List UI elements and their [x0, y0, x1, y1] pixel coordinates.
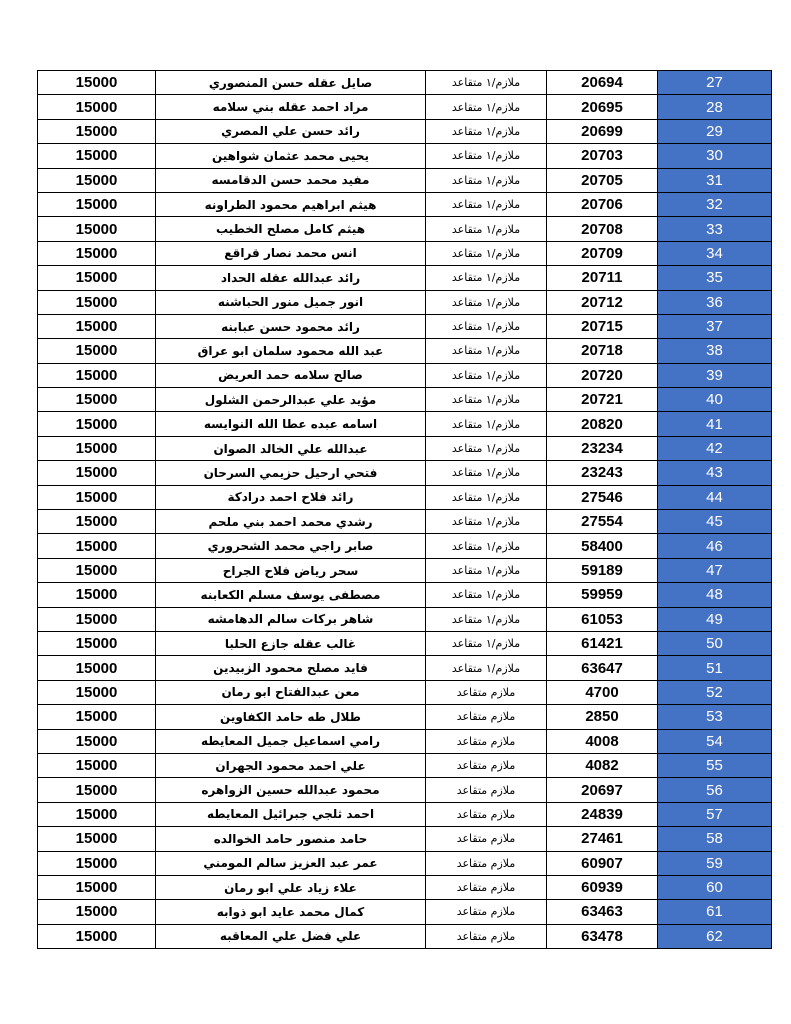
military-number-cell: 20705: [547, 168, 658, 192]
table-row: [38, 314, 772, 338]
table-row: [38, 241, 772, 265]
table-row: [38, 558, 772, 582]
table-row: [38, 705, 772, 729]
row-index-cell: 48: [658, 583, 772, 607]
row-index-cell: 29: [658, 119, 772, 143]
table-row: [38, 192, 772, 216]
military-number-cell: 23243: [547, 461, 658, 485]
amount-cell: 15000: [38, 705, 156, 729]
table-row: [38, 583, 772, 607]
name-cell: احمد ثلجي جبرائيل المعايطه: [156, 802, 426, 826]
name-cell: رائد فلاح احمد درادكة: [156, 485, 426, 509]
rank-cell: ملازم متقاعد: [426, 875, 547, 899]
rank-cell: ملازم/١ متقاعد: [426, 95, 547, 119]
rank-cell: ملازم/١ متقاعد: [426, 217, 547, 241]
rank-cell: ملازم/١ متقاعد: [426, 534, 547, 558]
military-number-cell: 61053: [547, 607, 658, 631]
name-cell: صايل عقله حسن المنصوري: [156, 71, 426, 95]
amount-cell: 15000: [38, 875, 156, 899]
military-number-cell: 20706: [547, 192, 658, 216]
row-index-cell: 56: [658, 778, 772, 802]
table-row: [38, 266, 772, 290]
table-row: [38, 119, 772, 143]
row-index-cell: 55: [658, 753, 772, 777]
table-row: [38, 802, 772, 826]
name-cell: معن عبدالفتاح ابو رمان: [156, 680, 426, 704]
military-number-cell: 63647: [547, 656, 658, 680]
name-cell: يحيى محمد عثمان شواهين: [156, 144, 426, 168]
row-index-cell: 61: [658, 900, 772, 924]
table-row: [38, 924, 772, 948]
row-index-cell: 58: [658, 827, 772, 851]
military-number-cell: 4700: [547, 680, 658, 704]
row-index-cell: 59: [658, 851, 772, 875]
row-index-cell: 33: [658, 217, 772, 241]
military-number-cell: 20699: [547, 119, 658, 143]
military-number-cell: 20712: [547, 290, 658, 314]
row-index-cell: 27: [658, 71, 772, 95]
row-index-cell: 54: [658, 729, 772, 753]
rank-cell: ملازم/١ متقاعد: [426, 461, 547, 485]
amount-cell: 15000: [38, 388, 156, 412]
row-index-cell: 40: [658, 388, 772, 412]
amount-cell: 15000: [38, 583, 156, 607]
name-cell: هيثم ابراهيم محمود الطراونه: [156, 192, 426, 216]
military-number-cell: 20695: [547, 95, 658, 119]
name-cell: علي احمد محمود الجهران: [156, 753, 426, 777]
row-index-cell: 42: [658, 436, 772, 460]
name-cell: مؤيد علي عبدالرحمن الشلول: [156, 388, 426, 412]
table-row: [38, 168, 772, 192]
name-cell: طلال طه حامد الكفاوين: [156, 705, 426, 729]
row-index-cell: 57: [658, 802, 772, 826]
table-row: [38, 729, 772, 753]
military-number-cell: 59189: [547, 558, 658, 582]
table-row: [38, 144, 772, 168]
amount-cell: 15000: [38, 241, 156, 265]
name-cell: مفيد محمد حسن الدقامسه: [156, 168, 426, 192]
table-row: [38, 680, 772, 704]
table-row: [38, 388, 772, 412]
amount-cell: 15000: [38, 729, 156, 753]
rank-cell: ملازم/١ متقاعد: [426, 436, 547, 460]
amount-cell: 15000: [38, 168, 156, 192]
amount-cell: 15000: [38, 900, 156, 924]
amount-cell: 15000: [38, 485, 156, 509]
military-number-cell: 60939: [547, 875, 658, 899]
rank-cell: ملازم/١ متقاعد: [426, 314, 547, 338]
rank-cell: ملازم/١ متقاعد: [426, 192, 547, 216]
name-cell: عبدالله علي الخالد الصوان: [156, 436, 426, 460]
row-index-cell: 35: [658, 266, 772, 290]
name-cell: رائد عبدالله عقله الحداد: [156, 266, 426, 290]
military-number-cell: 20697: [547, 778, 658, 802]
table-body: [38, 71, 772, 949]
amount-cell: 15000: [38, 656, 156, 680]
row-index-cell: 44: [658, 485, 772, 509]
table-row: [38, 607, 772, 631]
name-cell: عبد الله محمود سلمان ابو عراق: [156, 339, 426, 363]
table-row: [38, 656, 772, 680]
military-number-cell: 20720: [547, 363, 658, 387]
amount-cell: 15000: [38, 436, 156, 460]
amount-cell: 15000: [38, 314, 156, 338]
retirees-table: [37, 70, 772, 949]
military-number-cell: 27546: [547, 485, 658, 509]
amount-cell: 15000: [38, 144, 156, 168]
name-cell: علي فضل علي المعاقبه: [156, 924, 426, 948]
amount-cell: 15000: [38, 753, 156, 777]
name-cell: فتحي ارحيل حزيمي السرحان: [156, 461, 426, 485]
row-index-cell: 34: [658, 241, 772, 265]
amount-cell: 15000: [38, 461, 156, 485]
amount-cell: 15000: [38, 290, 156, 314]
rank-cell: ملازم/١ متقاعد: [426, 510, 547, 534]
table-row: [38, 339, 772, 363]
row-index-cell: 51: [658, 656, 772, 680]
name-cell: رشدي محمد احمد بني ملحم: [156, 510, 426, 534]
rank-cell: ملازم متقاعد: [426, 827, 547, 851]
row-index-cell: 41: [658, 412, 772, 436]
amount-cell: 15000: [38, 534, 156, 558]
rank-cell: ملازم/١ متقاعد: [426, 583, 547, 607]
military-number-cell: 63478: [547, 924, 658, 948]
table-row: [38, 778, 772, 802]
rank-cell: ملازم/١ متقاعد: [426, 290, 547, 314]
table-row: [38, 95, 772, 119]
rank-cell: ملازم/١ متقاعد: [426, 363, 547, 387]
row-index-cell: 53: [658, 705, 772, 729]
amount-cell: 15000: [38, 217, 156, 241]
row-index-cell: 43: [658, 461, 772, 485]
row-index-cell: 28: [658, 95, 772, 119]
table-row: [38, 875, 772, 899]
rank-cell: ملازم متقاعد: [426, 729, 547, 753]
amount-cell: 15000: [38, 510, 156, 534]
name-cell: هيثم كامل مصلح الخطيب: [156, 217, 426, 241]
rank-cell: ملازم متقاعد: [426, 851, 547, 875]
amount-cell: 15000: [38, 558, 156, 582]
rank-cell: ملازم/١ متقاعد: [426, 485, 547, 509]
amount-cell: 15000: [38, 119, 156, 143]
row-index-cell: 52: [658, 680, 772, 704]
military-number-cell: 27461: [547, 827, 658, 851]
name-cell: انس محمد نصار قراقع: [156, 241, 426, 265]
amount-cell: 15000: [38, 778, 156, 802]
military-number-cell: 58400: [547, 534, 658, 558]
name-cell: غالب عقله جازع الحلبا: [156, 631, 426, 655]
rank-cell: ملازم/١ متقاعد: [426, 241, 547, 265]
table-row: [38, 71, 772, 95]
amount-cell: 15000: [38, 363, 156, 387]
military-number-cell: 20721: [547, 388, 658, 412]
table-row: [38, 753, 772, 777]
rank-cell: ملازم/١ متقاعد: [426, 412, 547, 436]
table-row: [38, 851, 772, 875]
name-cell: شاهر بركات سالم الدهامشه: [156, 607, 426, 631]
name-cell: مصطفى يوسف مسلم الكعابنه: [156, 583, 426, 607]
name-cell: عمر عبد العزيز سالم المومني: [156, 851, 426, 875]
amount-cell: 15000: [38, 71, 156, 95]
name-cell: علاء زياد علي ابو رمان: [156, 875, 426, 899]
name-cell: صابر راجي محمد الشحروري: [156, 534, 426, 558]
military-number-cell: 4008: [547, 729, 658, 753]
table-row: [38, 631, 772, 655]
row-index-cell: 39: [658, 363, 772, 387]
table-row: [38, 461, 772, 485]
military-number-cell: 61421: [547, 631, 658, 655]
military-number-cell: 27554: [547, 510, 658, 534]
rank-cell: ملازم متقاعد: [426, 924, 547, 948]
name-cell: انور جميل منور الحباشنه: [156, 290, 426, 314]
table-row: [38, 510, 772, 534]
military-number-cell: 23234: [547, 436, 658, 460]
military-number-cell: 20703: [547, 144, 658, 168]
amount-cell: 15000: [38, 827, 156, 851]
military-number-cell: 63463: [547, 900, 658, 924]
name-cell: محمود عبدالله حسين الزواهره: [156, 778, 426, 802]
table-row: [38, 436, 772, 460]
rank-cell: ملازم متقاعد: [426, 802, 547, 826]
name-cell: رائد حسن علي المصري: [156, 119, 426, 143]
rank-cell: ملازم/١ متقاعد: [426, 388, 547, 412]
name-cell: سحر رياض فلاح الجراح: [156, 558, 426, 582]
rank-cell: ملازم متقاعد: [426, 900, 547, 924]
rank-cell: ملازم/١ متقاعد: [426, 607, 547, 631]
row-index-cell: 60: [658, 875, 772, 899]
row-index-cell: 62: [658, 924, 772, 948]
rank-cell: ملازم متقاعد: [426, 753, 547, 777]
rank-cell: ملازم/١ متقاعد: [426, 266, 547, 290]
table-row: [38, 363, 772, 387]
rank-cell: ملازم/١ متقاعد: [426, 631, 547, 655]
name-cell: حامد منصور حامد الخوالده: [156, 827, 426, 851]
military-number-cell: 20718: [547, 339, 658, 363]
amount-cell: 15000: [38, 851, 156, 875]
amount-cell: 15000: [38, 680, 156, 704]
row-index-cell: 47: [658, 558, 772, 582]
rank-cell: ملازم متقاعد: [426, 778, 547, 802]
amount-cell: 15000: [38, 631, 156, 655]
amount-cell: 15000: [38, 802, 156, 826]
rank-cell: ملازم/١ متقاعد: [426, 144, 547, 168]
table-row: [38, 827, 772, 851]
military-number-cell: 2850: [547, 705, 658, 729]
row-index-cell: 32: [658, 192, 772, 216]
row-index-cell: 31: [658, 168, 772, 192]
table-row: [38, 412, 772, 436]
row-index-cell: 45: [658, 510, 772, 534]
row-index-cell: 37: [658, 314, 772, 338]
amount-cell: 15000: [38, 266, 156, 290]
row-index-cell: 38: [658, 339, 772, 363]
rank-cell: ملازم/١ متقاعد: [426, 168, 547, 192]
rank-cell: ملازم/١ متقاعد: [426, 656, 547, 680]
name-cell: فايد مصلح محمود الزبيدين: [156, 656, 426, 680]
table-row: [38, 534, 772, 558]
military-number-cell: 4082: [547, 753, 658, 777]
name-cell: كمال محمد عايد ابو ذوابه: [156, 900, 426, 924]
row-index-cell: 30: [658, 144, 772, 168]
military-number-cell: 20694: [547, 71, 658, 95]
name-cell: اسامه عبده عطا الله النوايسه: [156, 412, 426, 436]
amount-cell: 15000: [38, 607, 156, 631]
table-row: [38, 290, 772, 314]
rank-cell: ملازم/١ متقاعد: [426, 339, 547, 363]
document-page: [37, 70, 768, 949]
table-row: [38, 900, 772, 924]
row-index-cell: 36: [658, 290, 772, 314]
military-number-cell: 20820: [547, 412, 658, 436]
rank-cell: ملازم/١ متقاعد: [426, 558, 547, 582]
row-index-cell: 46: [658, 534, 772, 558]
amount-cell: 15000: [38, 192, 156, 216]
name-cell: رامي اسماعيل جميل المعايطه: [156, 729, 426, 753]
military-number-cell: 24839: [547, 802, 658, 826]
table-row: [38, 485, 772, 509]
amount-cell: 15000: [38, 924, 156, 948]
rank-cell: ملازم متقاعد: [426, 705, 547, 729]
military-number-cell: 20711: [547, 266, 658, 290]
row-index-cell: 50: [658, 631, 772, 655]
table-row: [38, 217, 772, 241]
amount-cell: 15000: [38, 412, 156, 436]
military-number-cell: 60907: [547, 851, 658, 875]
military-number-cell: 20715: [547, 314, 658, 338]
name-cell: صالح سلامه حمد العريض: [156, 363, 426, 387]
rank-cell: ملازم/١ متقاعد: [426, 119, 547, 143]
military-number-cell: 59959: [547, 583, 658, 607]
name-cell: رائد محمود حسن عبابنه: [156, 314, 426, 338]
amount-cell: 15000: [38, 95, 156, 119]
rank-cell: ملازم/١ متقاعد: [426, 71, 547, 95]
military-number-cell: 20709: [547, 241, 658, 265]
amount-cell: 15000: [38, 339, 156, 363]
rank-cell: ملازم متقاعد: [426, 680, 547, 704]
military-number-cell: 20708: [547, 217, 658, 241]
row-index-cell: 49: [658, 607, 772, 631]
name-cell: مراد احمد عقله بني سلامه: [156, 95, 426, 119]
